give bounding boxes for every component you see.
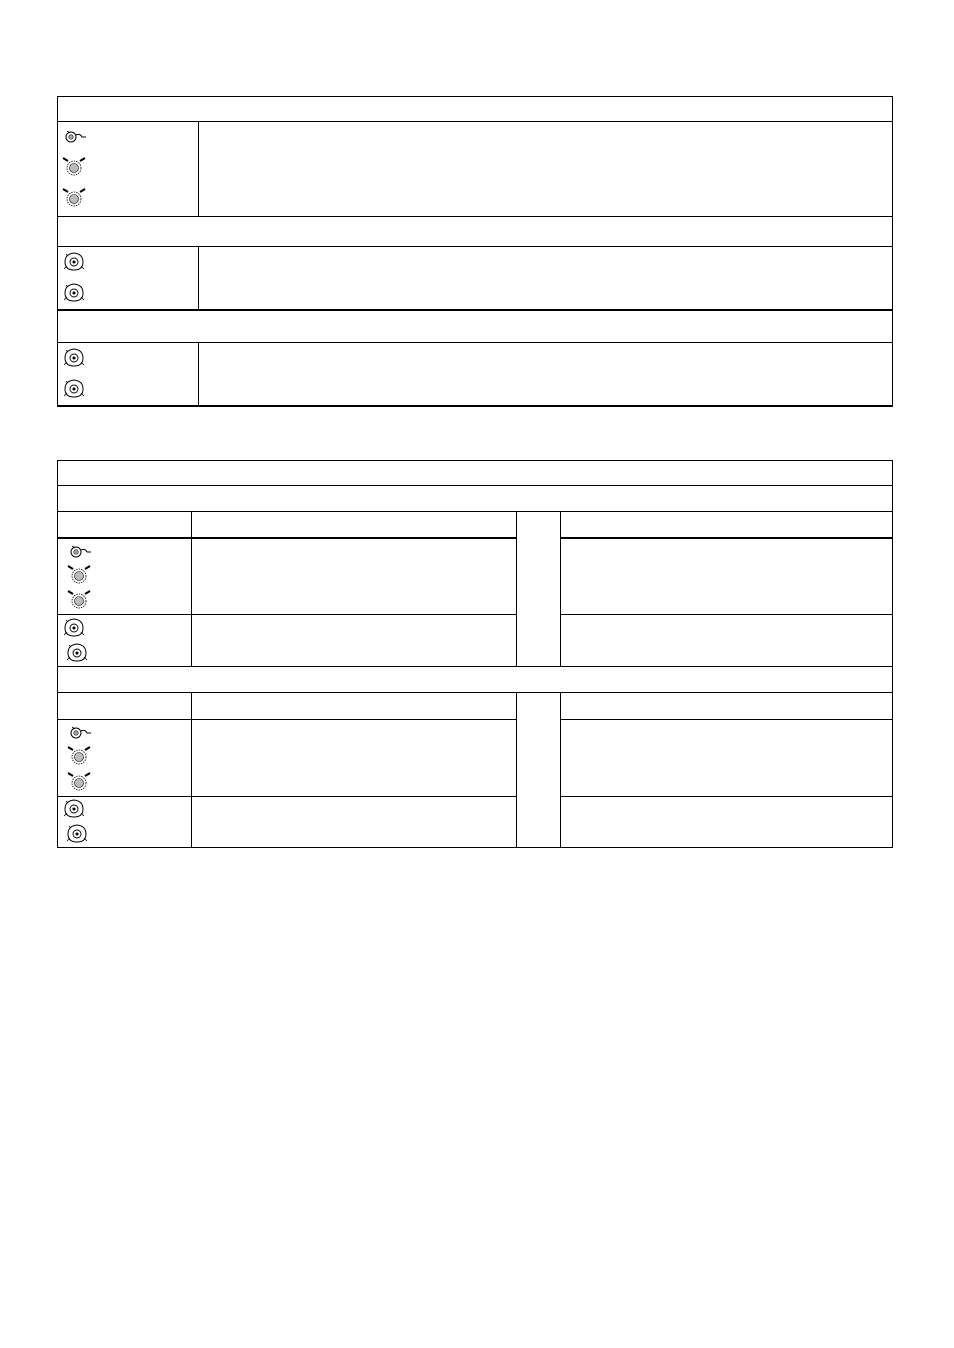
hob-zone-icon (62, 250, 86, 272)
table-1 (57, 96, 893, 407)
hob-zone-icon (65, 641, 89, 663)
table-2-col-divider-2b (516, 692, 517, 848)
table-2-colheader-rule-a (57, 537, 517, 539)
knob-pointer-icon (68, 722, 92, 744)
table-1-section-rule-c (57, 309, 893, 311)
table-1-col-divider-a (198, 121, 199, 216)
table-2-row-rule-b (57, 796, 517, 797)
table-1-section-rule-a (57, 216, 893, 217)
table-1-section-rule-b (57, 246, 893, 247)
table-2-row-rule-a-right (560, 614, 893, 615)
hob-zone-icon (62, 281, 86, 303)
table-2-col-divider-1a (191, 511, 192, 666)
hob-zone-icon (62, 616, 86, 638)
table-1-col-divider-b (198, 246, 199, 310)
table-2-row-rule-b-right (560, 796, 893, 797)
burner-flame-front-icon (67, 563, 91, 585)
table-1-section-rule-d (57, 342, 893, 343)
burner-flame-rear-icon (67, 770, 91, 792)
hob-zone-icon (65, 822, 89, 844)
table-2-colheader-rule-b (57, 719, 517, 720)
burner-flame-front-icon (67, 744, 91, 766)
hob-zone-icon (62, 346, 86, 368)
table-2-colheader-rule-a-right (560, 537, 893, 539)
table-1-header-rule (57, 121, 893, 122)
burner-flame-rear-icon (62, 186, 86, 208)
knob-pointer-icon (68, 541, 92, 563)
table-2-col-divider-1b (191, 692, 192, 848)
knob-pointer-icon (63, 126, 87, 148)
table-2-col-divider-2a (516, 511, 517, 666)
table-2-col-divider-3b (560, 692, 561, 848)
burner-flame-rear-icon (67, 588, 91, 610)
table-1-col-divider-c (198, 342, 199, 406)
table-2-title-rule (57, 485, 893, 486)
table-1-bottom-rule (57, 405, 893, 406)
hob-zone-icon (62, 797, 86, 819)
burner-flame-front-icon (62, 155, 86, 177)
table-2 (57, 460, 893, 848)
table-2-row-rule-a (57, 614, 517, 615)
table-2-colheader-rule-b-right (560, 719, 893, 720)
table-2-col-divider-3a (560, 511, 561, 666)
hob-zone-icon (62, 377, 86, 399)
table-2-subheader-rule-a (57, 511, 893, 512)
table-2-subheader-rule-b (57, 692, 893, 693)
table-2-section-rule (57, 666, 893, 667)
